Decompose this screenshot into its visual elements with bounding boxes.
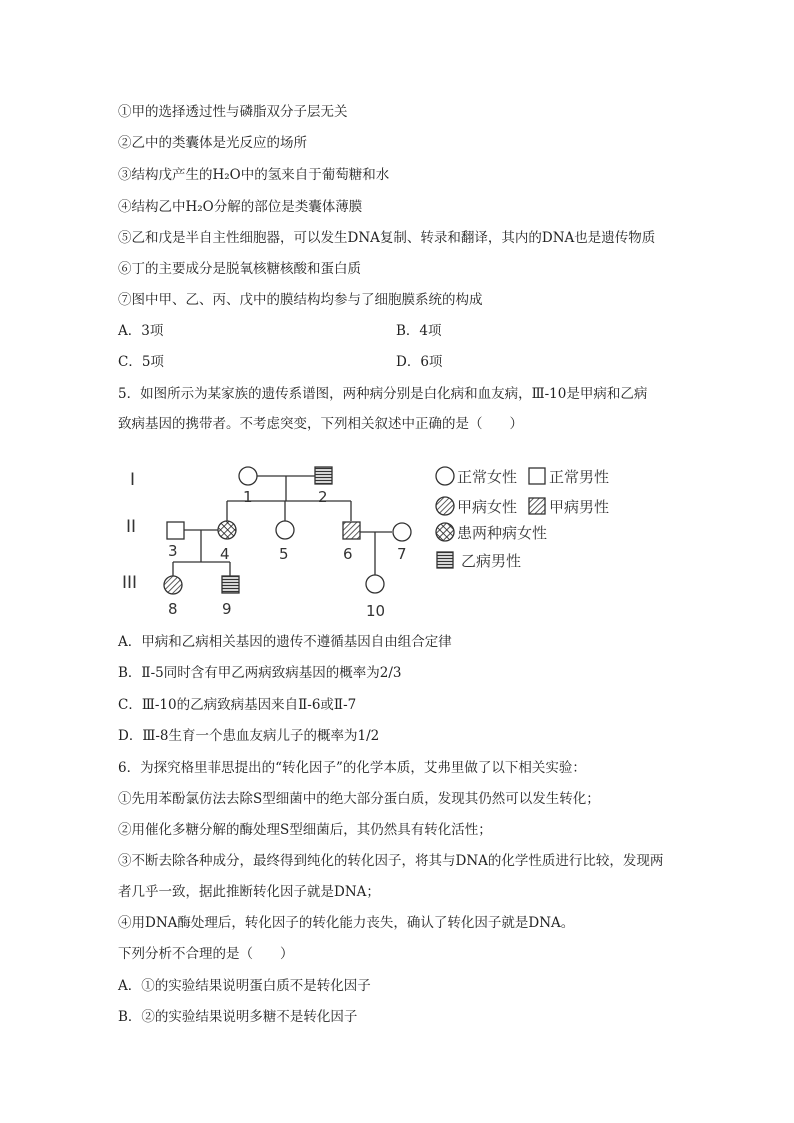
q5-option-d[interactable]: D．Ⅲ-8生育一个患血友病儿子的概率为1/2: [118, 728, 380, 744]
individual-1-normal-female: [239, 467, 257, 485]
q4-option-c[interactable]: C．5项: [118, 354, 164, 370]
legend-normal-male-icon: [529, 468, 545, 484]
q5-option-b[interactable]: B．Ⅱ-5同时含有甲乙两病致病基因的概率为2/3: [118, 665, 402, 681]
label-5: 5: [279, 545, 289, 563]
q6-option-b[interactable]: B．②的实验结果说明多糖不是转化因子: [118, 1009, 358, 1025]
q4-option-a[interactable]: A．3项: [118, 323, 164, 339]
gen-label-2: II: [126, 517, 137, 537]
q6-step-3b: 者几乎一致，据此推断转化因子就是DNA；: [118, 884, 380, 900]
legend-both-female-icon: [436, 523, 454, 541]
q6-step-3a: ③不断去除各种成分，最终得到纯化的转化因子，将其与DNA的化学性质进行比较，发现两: [118, 853, 664, 869]
legend-b-male-icon: [437, 552, 453, 568]
label-8: 8: [168, 600, 178, 618]
label-2: 2: [318, 488, 328, 506]
gen-label-3: III: [122, 573, 138, 593]
legend-a-female-icon: [436, 497, 454, 515]
legend-normal-female-icon: [436, 467, 454, 485]
statement-4: ④结构乙中H₂O分解的部位是类囊体薄膜: [118, 199, 363, 215]
individual-10-normal-female: [366, 575, 384, 593]
label-9: 9: [222, 600, 232, 618]
label-7: 7: [397, 545, 407, 563]
label-3: 3: [168, 542, 178, 560]
legend-a-male: 甲病男性: [549, 498, 610, 516]
label-4: 4: [220, 545, 230, 563]
legend-both-female: 患两种病女性: [457, 524, 548, 542]
q6-step-2: ②用催化多糖分解的酶处理S型细菌后，其仍然具有转化活性；: [118, 822, 492, 838]
q5-stem-line2: 致病基因的携带者。不考虑突变，下列相关叙述中正确的是（ ）: [118, 416, 523, 432]
legend-normal-male: 正常男性: [549, 468, 610, 486]
legend-b-male: 乙病男性: [461, 552, 522, 570]
individual-3-normal-male: [167, 522, 184, 539]
statement-1: ①甲的选择透过性与磷脂双分子层无关: [118, 104, 348, 120]
pedigree-chart: [118, 455, 638, 625]
q6-step-1: ①先用苯酚氯仿法去除S型细菌中的绝大部分蛋白质，发现其仍然可以发生转化；: [118, 791, 600, 807]
q4-option-d[interactable]: D．6项: [396, 354, 443, 370]
q5-stem-line1: 5．如图所示为某家族的遗传系谱图，两种病分别是白化病和血友病，Ⅲ-10是甲病和乙病: [118, 386, 648, 402]
individual-6-a-male: [343, 522, 360, 539]
individual-7-normal-female: [393, 523, 411, 541]
q5-option-c[interactable]: C．Ⅲ-10的乙病致病基因来自Ⅱ-6或Ⅱ-7: [118, 697, 357, 713]
q6-stem: 6．为探究格里菲思提出的“转化因子”的化学本质，艾弗里做了以下相关实验：: [118, 760, 586, 776]
q6-question: 下列分析不合理的是（ ）: [118, 946, 294, 962]
individual-2-b-male: [315, 467, 332, 484]
individual-4-both-female: [218, 521, 236, 539]
label-10: 10: [366, 602, 386, 620]
q6-option-a[interactable]: A．①的实验结果说明蛋白质不是转化因子: [118, 978, 371, 994]
statement-7: ⑦图中甲、乙、丙、戊中的膜结构均参与了细胞膜系统的构成: [118, 292, 483, 308]
legend-a-female: 甲病女性: [457, 498, 518, 516]
individual-8-a-female: [164, 576, 182, 594]
individual-9-b-male: [222, 576, 239, 593]
statement-6: ⑥丁的主要成分是脱氧核糖核酸和蛋白质: [118, 261, 361, 277]
q6-step-4: ④用DNA酶处理后，转化因子的转化能力丧失，确认了转化因子就是DNA。: [118, 915, 575, 931]
legend-normal-female: 正常女性: [457, 468, 518, 486]
individual-5-normal-female: [276, 521, 294, 539]
label-6: 6: [343, 545, 353, 563]
legend-a-male-icon: [529, 498, 545, 514]
label-1: 1: [243, 488, 253, 506]
q5-option-a[interactable]: A．甲病和乙病相关基因的遗传不遵循基因自由组合定律: [118, 634, 452, 650]
statement-5: ⑤乙和戊是半自主性细胞器，可以发生DNA复制、转录和翻译，其内的DNA也是遗传物质: [118, 230, 656, 246]
statement-2: ②乙中的类囊体是光反应的场所: [118, 135, 307, 151]
q4-option-b[interactable]: B．4项: [396, 323, 442, 339]
statement-3: ③结构戊产生的H₂O中的氢来自于葡萄糖和水: [118, 167, 390, 183]
gen-label-1: I: [130, 470, 136, 490]
